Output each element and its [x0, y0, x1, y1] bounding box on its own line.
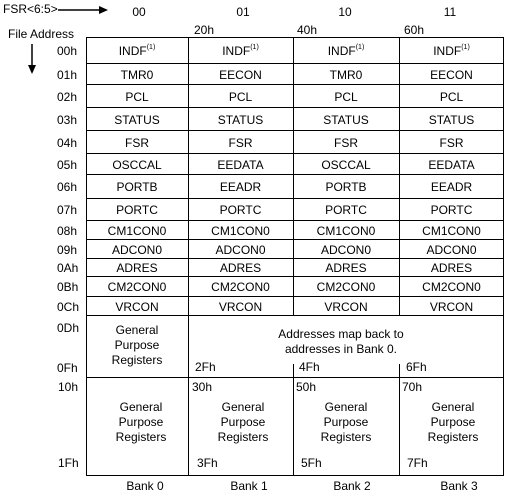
register-name: EECON [219, 67, 262, 82]
address-label: 08h [57, 223, 78, 238]
register-cell [188, 113, 293, 127]
footnote-marker: (1) [355, 44, 365, 51]
column-header-00: 00 [132, 5, 146, 19]
sfr-row-divider [86, 174, 504, 175]
column-header-10: 10 [338, 5, 352, 19]
register-name: ADCON0 [111, 242, 162, 257]
sfr-row-divider [86, 130, 504, 131]
register-cell [293, 300, 399, 314]
bank-start-address-1: 20h [194, 23, 215, 37]
register-name: FSR [439, 135, 464, 150]
register-name: EEDATA [428, 157, 475, 172]
bank1-gp-label: General Purpose Registers [217, 400, 269, 444]
bank2-boundary-tick [293, 364, 294, 378]
register-name: STATUS [217, 112, 264, 127]
register-name: CM1CON0 [107, 223, 167, 238]
register-name: CM2CON0 [422, 280, 481, 294]
bank3-shared-end-address: 6Fh [406, 360, 427, 374]
register-cell [188, 90, 293, 104]
address-label: 0Ah [57, 261, 79, 275]
register-cell [399, 180, 504, 194]
sfr-row-divider [86, 258, 504, 259]
register-name: CM2CON0 [107, 280, 167, 294]
register-name: VRCON [429, 300, 474, 314]
bank2-shared-end-address: 4Fh [299, 360, 320, 374]
register-cell [188, 68, 293, 82]
sfr-row-divider [86, 220, 504, 221]
register-name: PORTC [430, 203, 473, 217]
bank2-gp-end-address: 5Fh [301, 456, 322, 470]
bank1-shared-end-address: 2Fh [195, 360, 216, 374]
register-name: STATUS [428, 112, 475, 127]
bank0-gp-end-address: 1Fh [58, 456, 79, 470]
register-name: CM1CON0 [422, 223, 481, 238]
register-name: PCL [439, 89, 464, 104]
address-label: 01h [57, 67, 78, 82]
register-cell [188, 44, 293, 58]
register-cell [293, 224, 399, 238]
address-label: 09h [57, 242, 78, 257]
shared-gp-end-address: 0Fh [57, 361, 78, 375]
sfr-row-divider [86, 198, 504, 199]
register-cell [293, 180, 399, 194]
register-name: ADRES [219, 261, 262, 275]
register-cell [399, 136, 504, 150]
register-name: FSR [228, 135, 253, 150]
sfr-row-divider [86, 84, 504, 85]
register-name: ADRES [430, 261, 473, 275]
register-name: VRCON [324, 300, 368, 314]
sfr-row-divider [86, 153, 504, 154]
register-name: INDF [327, 44, 356, 58]
map-back-text: Addresses map back to addresses in Bank 0. [278, 327, 404, 356]
down-arrow-icon [27, 44, 37, 74]
register-name: TMR0 [329, 67, 363, 82]
bank3-gp-start-address: 70h [402, 380, 423, 394]
register-cell [399, 68, 504, 82]
bank-label-3: Bank 3 [440, 479, 478, 493]
file-address-label: File Address [8, 27, 75, 41]
register-cell [399, 158, 504, 172]
address-label: 05h [57, 157, 78, 172]
register-cell [399, 44, 504, 58]
register-cell [86, 68, 188, 82]
register-cell [399, 300, 504, 314]
register-cell [399, 280, 504, 294]
register-cell [188, 300, 293, 314]
bank-start-address-3: 60h [404, 23, 425, 37]
register-name: PCL [125, 89, 149, 104]
bank1-gp-start-address: 30h [192, 380, 213, 394]
register-cell [399, 261, 504, 275]
banked-gp-divider-2 [293, 377, 294, 476]
register-cell [293, 68, 399, 82]
register-name: EEADR [430, 180, 473, 194]
register-cell [399, 113, 504, 127]
register-name: PCL [334, 89, 358, 104]
sfr-row-divider [86, 239, 504, 240]
register-name: EEADR [219, 180, 262, 194]
register-name: INDF [433, 44, 462, 58]
sfr-row-divider [86, 107, 504, 108]
register-cell [293, 261, 399, 275]
bank3-gp-end-address: 7Fh [407, 456, 428, 470]
register-name: STATUS [323, 112, 369, 127]
register-cell [399, 90, 504, 104]
register-cell [293, 158, 399, 172]
register-name: PORTC [116, 203, 158, 217]
address-label: 06h [57, 180, 78, 194]
register-cell [293, 136, 399, 150]
register-name: CM2CON0 [316, 280, 376, 294]
register-cell [86, 180, 188, 194]
shared-gp-divider [188, 315, 189, 378]
register-cell [293, 243, 399, 257]
register-cell [86, 113, 188, 127]
bank0-gp-label: General Purpose Registers [115, 400, 167, 444]
register-cell [293, 90, 399, 104]
bank-label-1: Bank 1 [230, 479, 268, 493]
address-label: 0Ch [57, 300, 80, 314]
register-name: EECON [430, 67, 473, 82]
register-cell [188, 224, 293, 238]
sfr-row-divider [86, 63, 504, 64]
register-name: CM1CON0 [316, 223, 376, 238]
register-name: PCL [228, 89, 253, 104]
address-label: 03h [57, 112, 78, 127]
bank-label-2: Bank 2 [333, 479, 371, 493]
register-name: ADRES [116, 261, 158, 275]
bank2-gp-label: General Purpose Registers [320, 400, 372, 444]
bank3-gp-label: General Purpose Registers [427, 400, 479, 444]
shared-gp-start-address: 0Dh [57, 321, 80, 335]
register-name: OSCCAL [112, 157, 162, 172]
register-cell [86, 136, 188, 150]
sfr-row-divider [86, 296, 504, 297]
register-name: PORTB [325, 180, 367, 194]
bank2-gp-start-address: 50h [296, 380, 317, 394]
register-name: STATUS [114, 112, 160, 127]
register-cell [188, 280, 293, 294]
register-name: ADCON0 [215, 242, 266, 257]
register-cell [86, 203, 188, 217]
register-cell [188, 261, 293, 275]
register-name: ADCON0 [320, 242, 371, 257]
register-name: PORTC [325, 203, 367, 217]
register-cell [293, 44, 399, 58]
register-name: ADRES [325, 261, 367, 275]
register-name: FSR [334, 135, 358, 150]
register-name: OSCCAL [321, 157, 371, 172]
register-cell [188, 180, 293, 194]
register-cell [86, 280, 188, 294]
register-cell [188, 158, 293, 172]
register-name: EEDATA [217, 157, 264, 172]
register-cell [86, 224, 188, 238]
banked-gp-divider-1 [188, 377, 189, 476]
footnote-marker: (1) [461, 44, 470, 51]
bank0-gp-start-address: 10h [58, 380, 79, 394]
column-header-11: 11 [443, 5, 457, 19]
address-label: 04h [57, 135, 78, 150]
banked-gp-divider-3 [399, 377, 400, 476]
register-name: INDF [118, 44, 147, 58]
register-cell [188, 203, 293, 217]
address-label: 0Bh [57, 280, 79, 294]
register-cell [86, 158, 188, 172]
bank1-gp-end-address: 3Fh [197, 456, 218, 470]
register-cell [86, 44, 188, 58]
register-cell [188, 243, 293, 257]
register-cell [293, 280, 399, 294]
register-cell [293, 203, 399, 217]
register-cell [86, 261, 188, 275]
register-name: INDF [222, 44, 251, 58]
register-name: VRCON [115, 300, 159, 314]
fsr-label: FSR<6:5> [3, 2, 58, 16]
bank-start-address-2: 40h [297, 23, 318, 37]
address-label: 00h [57, 44, 78, 58]
register-cell [399, 224, 504, 238]
sfr-row-divider [86, 276, 504, 277]
register-name: PORTC [219, 203, 262, 217]
register-name: CM1CON0 [211, 223, 270, 238]
register-cell [293, 113, 399, 127]
shared-gp-label: General Purpose Registers [111, 323, 163, 367]
register-name: TMR0 [120, 67, 154, 82]
register-cell [399, 203, 504, 217]
footnote-marker: (1) [146, 44, 156, 51]
bank3-boundary-tick [399, 364, 400, 378]
register-cell [86, 300, 188, 314]
register-name: VRCON [218, 300, 263, 314]
footnote-marker: (1) [250, 44, 259, 51]
right-arrow-icon [58, 5, 108, 15]
address-label: 07h [57, 203, 78, 217]
register-name: ADCON0 [426, 242, 477, 257]
register-name: CM2CON0 [211, 280, 270, 294]
register-cell [188, 136, 293, 150]
register-cell [86, 243, 188, 257]
register-name: PORTB [116, 180, 158, 194]
bank-label-0: Bank 0 [126, 479, 164, 493]
column-header-01: 01 [236, 5, 250, 19]
register-cell [86, 90, 188, 104]
register-name: FSR [125, 135, 149, 150]
register-cell [399, 243, 504, 257]
address-label: 02h [57, 89, 78, 104]
